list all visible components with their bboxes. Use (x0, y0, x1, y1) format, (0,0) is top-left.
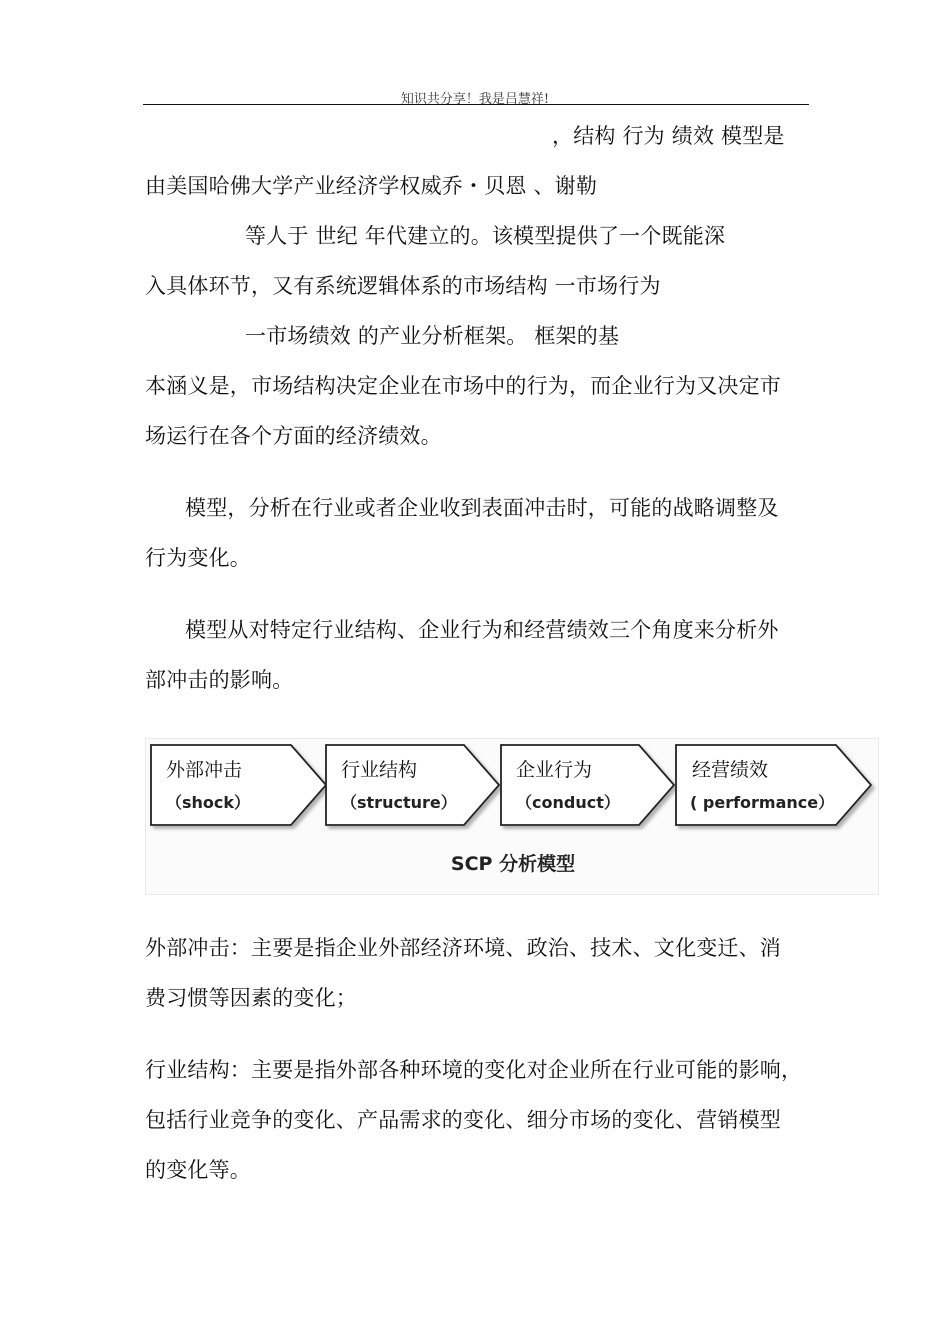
step-english-performance: ( performance） (690, 793, 835, 812)
header-text: 知识共分享！我是吕慧祥! (400, 92, 550, 107)
paragraph-line: 部冲击的影响。 (145, 668, 294, 692)
paragraph-line: 费习惯等因素的变化； (145, 986, 357, 1010)
paragraph-line: 场运行在各个方面的经济绩效。 (145, 424, 442, 448)
step-title-structure: 行业结构 (341, 759, 418, 781)
step-title-performance: 经营绩效 (692, 759, 769, 781)
paragraph-line: 模型，分析在行业或者企业收到表面冲击时，可能的战略调整及 (185, 496, 779, 520)
paragraph-line: 等人于 世纪 年代建立的。该模型提供了一个既能深 (245, 224, 726, 248)
paragraph-line: ，结构 行为 绩效 模型是 (552, 124, 785, 148)
paragraph-line: 模型从对特定行业结构、企业行为和经营绩效三个角度来分析外 (185, 618, 779, 642)
paragraph-line: 入具体环节，又有系统逻辑体系的市场结构 一市场行为 (145, 274, 661, 298)
header-rule (143, 104, 809, 105)
step-english-shock: （shock） (166, 793, 251, 812)
paragraph-line: 行业结构：主要是指外部各种环境的变化对企业所在行业可能的影响， (145, 1058, 803, 1082)
scp-diagram (145, 738, 879, 895)
diagram-caption: SCP 分析模型 (450, 853, 576, 875)
paragraph-line: 外部冲击：主要是指企业外部经济环境、政治、技术、文化变迁、消 (145, 936, 781, 960)
step-english-conduct: （conduct） (516, 793, 620, 812)
paragraph-line: 一市场绩效 的产业分析框架。 框架的基 (245, 324, 620, 348)
paragraph-line: 行为变化。 (145, 546, 251, 570)
step-title-conduct: 企业行为 (516, 759, 593, 781)
paragraph-line: 由美国哈佛大学产业经济学权威乔・贝恩 、谢勒 (145, 174, 598, 198)
paragraph-line: 本涵义是，市场结构决定企业在市场中的行为，而企业行为又决定市 (145, 374, 781, 398)
step-title-shock: 外部冲击 (166, 759, 243, 781)
paragraph-line: 包括行业竞争的变化、产品需求的变化、细分市场的变化、营销模型 (145, 1108, 781, 1132)
step-english-structure: （structure） (341, 793, 457, 812)
paragraph-line: 的变化等。 (145, 1158, 251, 1182)
